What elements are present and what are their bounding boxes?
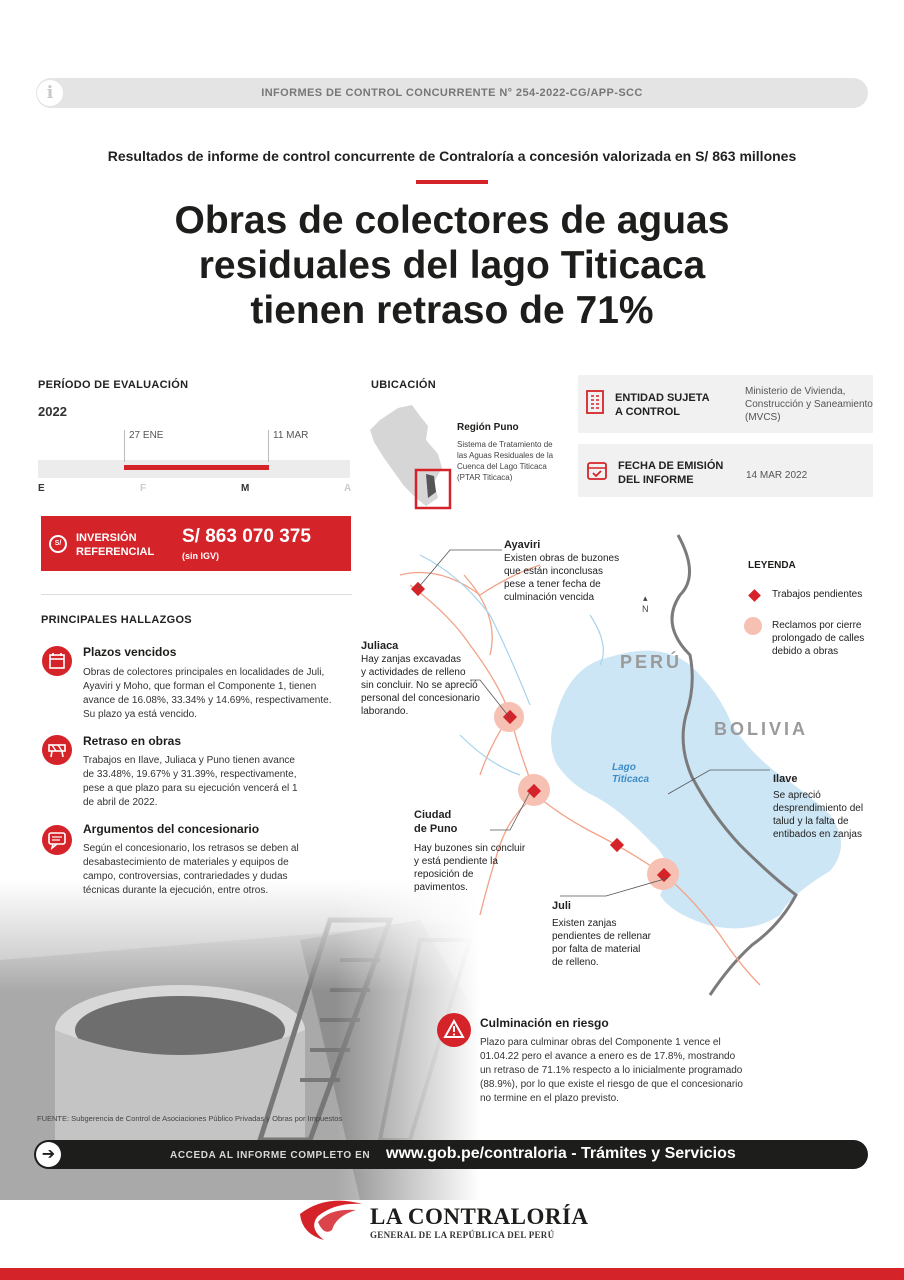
entity-label <box>615 391 710 419</box>
place-text-line: y está pendiente la <box>414 856 498 867</box>
region-description-line: Cuenca del Lago Titicaca <box>457 462 547 471</box>
place-text-line: culminación vencida <box>504 592 595 603</box>
legend-claims-line: debido a obras <box>772 646 839 657</box>
lake-label-line: Lago <box>612 762 636 773</box>
place-text-line: Hay zanjas excavadas <box>361 654 462 665</box>
timeline-start-tick <box>124 430 125 462</box>
place-puno <box>414 808 525 894</box>
place-name <box>414 808 525 836</box>
place-text-line: y actividades de relleno <box>361 667 466 678</box>
legend-claims-marker <box>744 617 762 635</box>
region-description-line: Sistema de Tratamiento de <box>457 440 553 449</box>
place-text-line: sin concluir. No se apreció <box>361 680 478 691</box>
finding-text <box>83 754 298 810</box>
risk-title: Culminación en riesgo <box>480 1016 609 1030</box>
evaluation-period-label: PERÍODO DE EVALUACIÓN <box>38 379 189 391</box>
finding-text <box>83 666 332 722</box>
section-divider <box>41 594 352 595</box>
region-description-line: (PTAR Titicaca) <box>457 473 513 482</box>
finding-title: Argumentos del concesionario <box>83 822 260 836</box>
risk-text <box>480 1036 760 1106</box>
timeline-month: F <box>140 483 147 494</box>
place-ayaviri <box>504 539 619 604</box>
place-text-line: Existen obras de buzones <box>504 553 620 564</box>
place-name: Juli <box>552 900 571 912</box>
finding-text-line: pese a que plazo para su ejecución vencerá el 1 <box>83 783 298 794</box>
place-text-line: que están inconclusas <box>504 566 603 577</box>
investment-label-line: REFERENCIAL <box>76 546 155 558</box>
report-id: INFORMES DE CONTROL CONCURRENTE N° 254-2022-CG/APP-SCC <box>261 87 643 99</box>
place-name: Juliaca <box>361 640 399 652</box>
cta-label: ACCEDA AL INFORME COMPLETO EN <box>170 1150 371 1161</box>
risk-text-line: no termine en el plazo previsto. <box>480 1093 619 1104</box>
subtitle: Resultados de informe de control concurrente de Contraloría a concesión valorizada en S/ 863 millones <box>107 148 797 164</box>
investment-note: (sin IGV) <box>182 551 220 561</box>
timeline-start-date: 27 ENE <box>129 430 164 441</box>
finding-text-line: técnicas durante la ejecución, entre otros. <box>83 885 269 896</box>
place-name: Ayaviri <box>504 539 541 551</box>
timeline-month: A <box>344 483 352 494</box>
arrow-right-icon[interactable]: ➔ <box>36 1142 61 1167</box>
emission-label <box>618 459 723 487</box>
emission-label-line: DEL INFORME <box>618 474 694 486</box>
place-text-line: personal del concesionario <box>361 693 480 704</box>
headline-line-2: residuales del lago Titicaca <box>198 244 706 287</box>
place-juliaca <box>361 640 480 718</box>
finding-text-line: desabastecimiento de materiales y equipos de <box>83 857 289 868</box>
finding-text-line: Obras de colectores principales en localidades de Juli, <box>83 667 325 678</box>
evaluation-year: 2022 <box>38 404 67 419</box>
source-note: FUENTE: Subgerencia de Control de Asociaciones Público Privadas y Obras por Impuestos <box>37 1114 343 1123</box>
north-label: N <box>642 604 649 614</box>
north-arrow-icon: ▴ N <box>642 593 649 614</box>
finding-title: Retraso en obras <box>83 734 182 748</box>
place-text-line: entibados en zanjas <box>773 829 862 840</box>
place-text-line: desprendimiento del <box>773 803 864 814</box>
finding-text-line: de 33.48%, 19.67% y 31.39%, respectivamente, <box>83 769 297 780</box>
entity-value-line: Ministerio de Vivienda, <box>745 386 846 397</box>
cta-link[interactable] <box>386 1145 736 1163</box>
timeline-month: E <box>38 483 45 494</box>
legend-claims-label <box>772 619 864 658</box>
finding-text <box>83 842 299 898</box>
timeline-end-date: 11 MAR <box>273 430 309 441</box>
place-text-line: reposición de <box>414 869 474 880</box>
headline-line-3: tienen retraso de 71% <box>250 289 654 332</box>
risk-text-line: Plazo para culminar obras del Componente 1 vence el <box>480 1037 721 1048</box>
country-label-peru: PERÚ <box>620 652 683 672</box>
place-text-line: de relleno. <box>552 957 599 968</box>
location-label: UBICACIÓN <box>371 379 437 391</box>
legend-claims-line: prolongado de calles <box>772 633 865 644</box>
place-text-line: pavimentos. <box>414 882 468 893</box>
finding-text-line: de abril de 2022. <box>83 797 158 808</box>
place-text-line: laborando. <box>361 706 409 717</box>
place-text-line: por falta de material <box>552 944 641 955</box>
place-text-line: pese a tener fecha de <box>504 579 601 590</box>
place-text-line: Hay buzones sin concluir <box>414 843 526 854</box>
calendar-icon <box>42 646 72 676</box>
cta-suffix: - Trámites y Servicios <box>566 1145 736 1162</box>
legend-pending-label: Trabajos pendientes <box>772 589 863 600</box>
emission-label-line: FECHA DE EMISIÓN <box>618 460 724 472</box>
risk-text-line: 01.04.22 pero el avance a enero es de 17.8%, mostrando <box>480 1051 736 1062</box>
risk-text-line: (88.9%), por lo que existe el riesgo de que el concesionario <box>480 1079 743 1090</box>
place-name-line: de Puno <box>414 823 458 835</box>
chat-icon <box>42 825 72 855</box>
finding-text-line: Ayaviri y Moho, que forman el Componente 1, tienen <box>83 681 317 692</box>
timeline-month: M <box>241 483 250 494</box>
headline-line-1: Obras de colectores de aguas <box>174 199 730 242</box>
legend-title: LEYENDA <box>748 560 796 571</box>
place-juli <box>552 900 651 969</box>
finding-text-line: campo, controversias, contrariedades y dudas <box>83 871 288 882</box>
finding-text-line: Su plazo ya está vencido. <box>83 709 197 720</box>
place-name: Ilave <box>773 773 798 785</box>
emission-date: 14 MAR 2022 <box>746 470 808 481</box>
calendar-check-icon <box>586 459 608 481</box>
cta-url[interactable]: www.gob.pe/contraloria <box>386 1145 567 1162</box>
lake-label-line: Titicaca <box>612 774 650 785</box>
finding-text-line: avance de 16.08%, 33.34% y 14.69%, respectivamente. <box>83 695 332 706</box>
finding-text-line: Trabajos en Ilave, Juliaca y Puno tienen avance <box>83 755 295 766</box>
investment-label <box>76 531 154 559</box>
headline <box>60 198 844 333</box>
entity-value <box>745 385 873 424</box>
investment-label-line: INVERSIÓN <box>76 532 137 544</box>
place-text-line: talud y la falta de <box>773 816 849 827</box>
place-name-line: Ciudad <box>414 809 452 821</box>
timeline-end-tick <box>268 430 269 462</box>
region-description-line: las Aguas Residuales de la <box>457 451 554 460</box>
warning-icon <box>437 1013 471 1047</box>
entity-value-line: Construcción y Saneamiento <box>745 399 873 410</box>
place-ilave <box>773 773 863 841</box>
region-name: Región Puno <box>457 422 519 433</box>
currency-icon: S/ <box>49 535 67 553</box>
entity-label-line: A CONTROL <box>615 406 680 418</box>
logo-subtitle: GENERAL DE LA REPÚBLICA DEL PERÚ <box>370 1230 555 1240</box>
info-icon: i <box>37 80 63 106</box>
entity-label-line: ENTIDAD SUJETA <box>615 392 710 404</box>
contraloria-logo-icon <box>296 1196 368 1246</box>
place-text-line: Existen zanjas <box>552 918 617 929</box>
building-icon <box>584 389 606 415</box>
region-description <box>457 439 553 483</box>
findings-label: PRINCIPALES HALLAZGOS <box>41 614 192 626</box>
timeline-period-bar <box>124 465 269 470</box>
place-text-line: pendientes de rellenar <box>552 931 651 942</box>
logo-title: LA CONTRALORÍA <box>370 1204 589 1229</box>
risk-text-line: un retraso de 71.1% respecto a lo inicialmente programado <box>480 1065 743 1076</box>
finding-title: Plazos vencidos <box>83 645 177 659</box>
title-divider <box>416 180 488 184</box>
place-text-line: Se apreció <box>773 790 821 801</box>
legend-claims-line: Reclamos por cierre <box>772 620 862 631</box>
entity-value-line: (MVCS) <box>745 412 781 423</box>
bottom-accent-bar <box>0 1268 904 1280</box>
investment-amount: S/ 863 070 375 <box>182 526 311 547</box>
finding-text-line: Según el concesionario, los retrasos se deben al <box>83 843 299 854</box>
roadblock-icon <box>42 735 72 765</box>
country-label-bolivia: BOLIVIA <box>714 719 809 739</box>
peru-map-icon <box>368 402 456 514</box>
